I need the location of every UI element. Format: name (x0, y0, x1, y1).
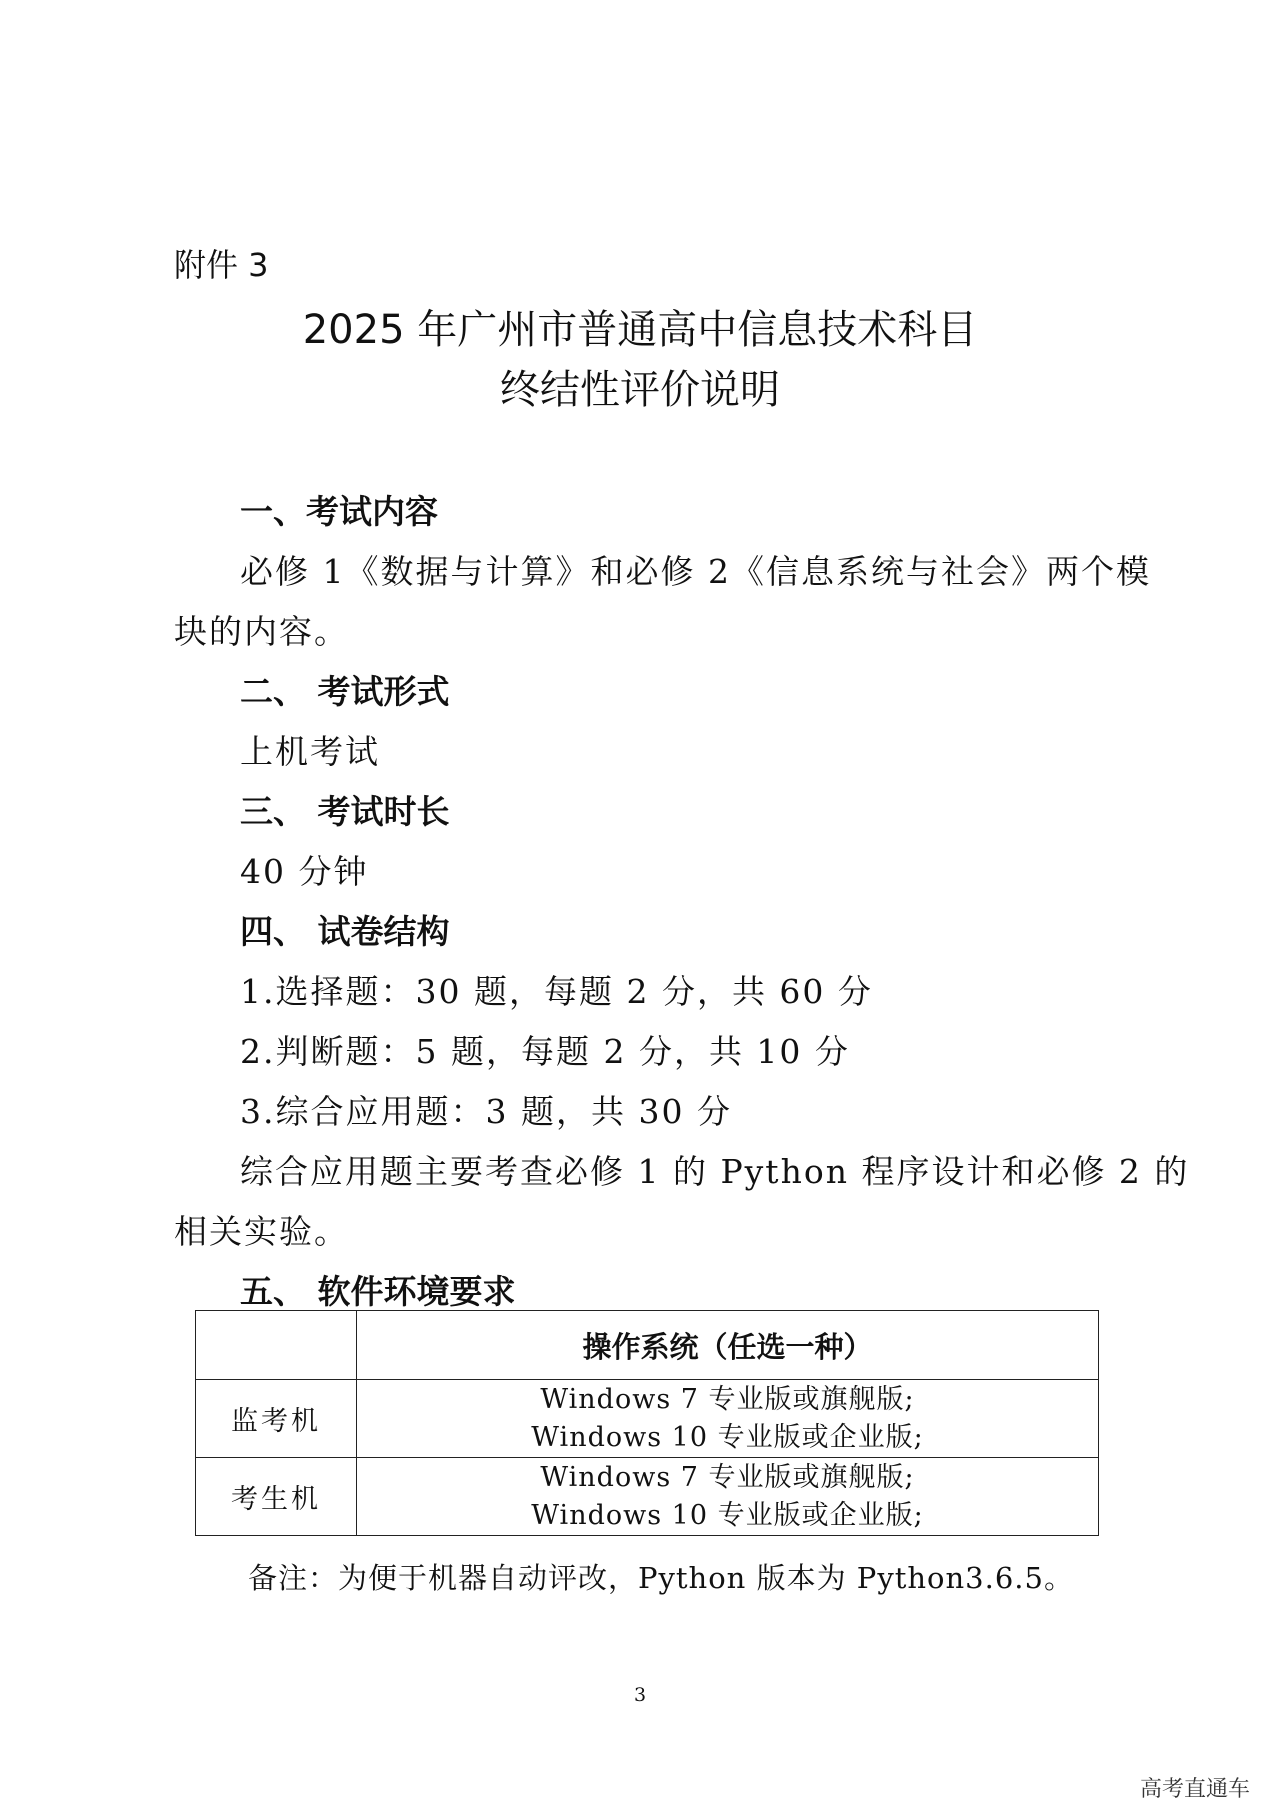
table-row (196, 1380, 1099, 1458)
structure-item-choice: 1.选择题：30 题，每题 2 分，共 60 分 (240, 972, 873, 1011)
content-paragraph-line-2: 块的内容。 (174, 612, 349, 651)
structure-item-application: 3.综合应用题：3 题，共 30 分 (240, 1092, 732, 1131)
role-cell: 考生机 (196, 1458, 357, 1536)
os-line: Windows 10 专业版或企业版; (531, 1499, 924, 1531)
heading-software-env: 五、 软件环境要求 (240, 1272, 516, 1311)
os-line: Windows 7 专业版或旗舰版; (540, 1383, 915, 1415)
content-paragraph-line-1: 必修 1《数据与计算》和必修 2《信息系统与社会》两个模 (240, 552, 1151, 591)
remark-note: 备注：为便于机器自动评改，Python 版本为 Python3.6.5。 (248, 1561, 1074, 1595)
table-header-row (196, 1311, 1099, 1380)
exam-format-text: 上机考试 (240, 732, 380, 771)
heading-exam-format: 二、 考试形式 (240, 672, 450, 711)
table-header-os: 操作系统（任选一种） (357, 1311, 1099, 1380)
structure-note-line-2: 相关实验。 (174, 1212, 349, 1251)
attachment-label: 附件 3 (174, 246, 269, 284)
role-cell: 监考机 (196, 1380, 357, 1458)
os-cell (357, 1458, 1099, 1536)
software-env-table (195, 1310, 1099, 1536)
page-number: 3 (633, 1684, 647, 1706)
table-row (196, 1458, 1099, 1536)
os-cell (357, 1380, 1099, 1458)
table-header-empty (196, 1311, 357, 1380)
heading-exam-content: 一、考试内容 (240, 492, 438, 531)
title-line-2: 终结性评价说明 (500, 367, 780, 413)
os-line: Windows 10 专业版或企业版; (531, 1421, 924, 1453)
watermark-text: 高考直通车 (1140, 1777, 1251, 1802)
heading-paper-structure: 四、 试卷结构 (240, 912, 450, 951)
heading-exam-duration: 三、 考试时长 (240, 792, 450, 831)
exam-duration-text: 40 分钟 (240, 852, 369, 891)
title-line-1: 2025 年广州市普通高中信息技术科目 (302, 307, 978, 353)
structure-note-line-1: 综合应用题主要考查必修 1 的 Python 程序设计和必修 2 的 (240, 1152, 1190, 1191)
structure-item-judgement: 2.判断题：5 题，每题 2 分，共 10 分 (240, 1032, 850, 1071)
os-line: Windows 7 专业版或旗舰版; (540, 1461, 915, 1493)
